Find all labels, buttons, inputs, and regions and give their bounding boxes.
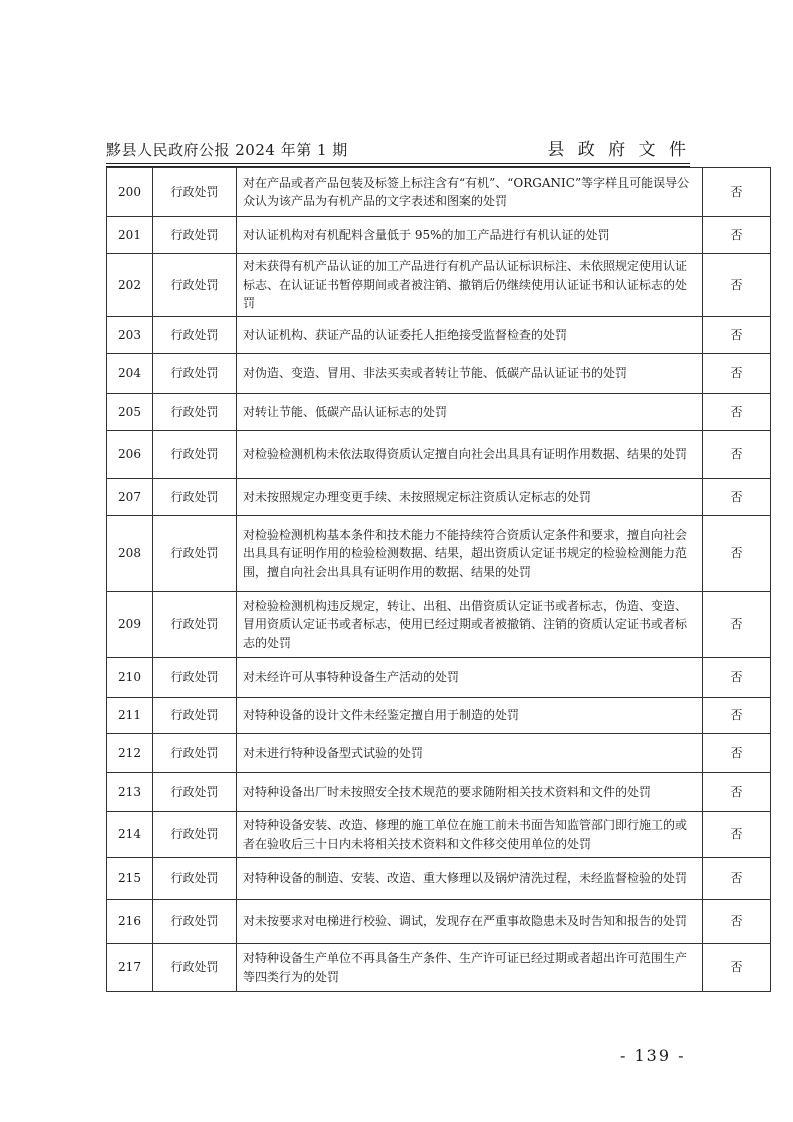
penalty-content: 对未按要求对电梯进行校验、调试，发现存在严重事故隐患未及时告知和报告的处罚: [237, 900, 703, 944]
penalty-type: 行政处罚: [153, 516, 237, 592]
row-number: 212: [107, 734, 153, 773]
penalty-type: 行政处罚: [153, 592, 237, 658]
row-flag: 否: [703, 858, 771, 900]
table-row: [107, 812, 771, 858]
penalty-content: 对认证机构对有机配料含量低于 95%的加工产品进行有机认证的处罚: [237, 217, 703, 254]
row-flag: 否: [703, 773, 771, 812]
row-number: 216: [107, 900, 153, 944]
table-row: [107, 317, 771, 354]
penalty-type: 行政处罚: [153, 658, 237, 698]
row-number: 215: [107, 858, 153, 900]
row-flag: 否: [703, 217, 771, 254]
row-number: 208: [107, 516, 153, 592]
table-row: [107, 431, 771, 479]
row-flag: 否: [703, 944, 771, 992]
row-number: 205: [107, 394, 153, 431]
table-row: [107, 734, 771, 773]
penalty-content: 对特种设备的制造、安装、改造、重大修理以及锅炉清洗过程，未经监督检验的处罚: [237, 858, 703, 900]
running-header: [106, 138, 690, 162]
row-number: 207: [107, 479, 153, 516]
table-row: [107, 354, 771, 394]
table-row: [107, 658, 771, 698]
row-number: 206: [107, 431, 153, 479]
penalty-type: 行政处罚: [153, 734, 237, 773]
row-flag: 否: [703, 431, 771, 479]
penalty-type: 行政处罚: [153, 431, 237, 479]
penalty-type: 行政处罚: [153, 254, 237, 317]
row-number: 200: [107, 168, 153, 217]
penalty-content: 对未按照规定办理变更手续、未按照规定标注资质认定标志的处罚: [237, 479, 703, 516]
table-row: [107, 858, 771, 900]
penalty-table: [106, 167, 771, 992]
row-flag: 否: [703, 592, 771, 658]
penalty-content: 对检验检测机构基本条件和技术能力不能持续符合资质认定条件和要求，擅自向社会出具具有证明作用的检验检测数据、结果，超出资质认定证书规定的检验检测能力范围，擅自向社会出具具有证明作用的数据、结果的处罚: [237, 516, 703, 592]
penalty-content: 对特种设备出厂时未按照安全技术规范的要求随附相关技术资料和文件的处罚: [237, 773, 703, 812]
penalty-content: 对特种设备生产单位不再具备生产条件、生产许可证已经过期或者超出许可范围生产等四类行为的处罚: [237, 944, 703, 992]
penalty-content: 对检验检测机构未依法取得资质认定擅自向社会出具具有证明作用数据、结果的处罚: [237, 431, 703, 479]
row-flag: 否: [703, 658, 771, 698]
penalty-type: 行政处罚: [153, 812, 237, 858]
penalty-type: 行政处罚: [153, 900, 237, 944]
row-number: 201: [107, 217, 153, 254]
row-flag: 否: [703, 394, 771, 431]
table-row: [107, 479, 771, 516]
row-number: 217: [107, 944, 153, 992]
row-flag: 否: [703, 698, 771, 734]
penalty-type: 行政处罚: [153, 354, 237, 394]
penalty-content: 对检验检测机构违反规定，转让、出租、出借资质认定证书或者标志，伪造、变造、冒用资质认定证书或者标志，使用已经过期或者被撤销、注销的资质认定证书或者标志的处罚: [237, 592, 703, 658]
table-row: [107, 516, 771, 592]
penalty-type: 行政处罚: [153, 394, 237, 431]
row-flag: 否: [703, 812, 771, 858]
row-number: 210: [107, 658, 153, 698]
row-number: 214: [107, 812, 153, 858]
section-title: 县 政 府 文 件: [547, 140, 690, 160]
penalty-type: 行政处罚: [153, 217, 237, 254]
penalty-type: 行政处罚: [153, 168, 237, 217]
penalty-content: 对转让节能、低碳产品认证标志的处罚: [237, 394, 703, 431]
table-row: [107, 254, 771, 317]
penalty-table-body: [107, 168, 771, 992]
table-row: [107, 900, 771, 944]
row-number: 209: [107, 592, 153, 658]
row-number: 204: [107, 354, 153, 394]
penalty-content: 对未进行特种设备型式试验的处罚: [237, 734, 703, 773]
penalty-content: 对认证机构、获证产品的认证委托人拒绝接受监督检查的处罚: [237, 317, 703, 354]
penalty-content: 对未获得有机产品认证的加工产品进行有机产品认证标识标注、未依照规定使用认证标志、在认证证书暂停期间或者被注销、撤销后仍继续使用认证证书和认证标志的处罚: [237, 254, 703, 317]
row-flag: 否: [703, 254, 771, 317]
row-flag: 否: [703, 516, 771, 592]
row-flag: 否: [703, 900, 771, 944]
penalty-type: 行政处罚: [153, 773, 237, 812]
row-flag: 否: [703, 734, 771, 773]
penalty-type: 行政处罚: [153, 317, 237, 354]
row-flag: 否: [703, 354, 771, 394]
penalty-type: 行政处罚: [153, 858, 237, 900]
table-row: [107, 592, 771, 658]
table-row: [107, 773, 771, 812]
table-row: [107, 217, 771, 254]
row-number: 202: [107, 254, 153, 317]
penalty-content: 对伪造、变造、冒用、非法买卖或者转让节能、低碳产品认证证书的处罚: [237, 354, 703, 394]
table-row: [107, 944, 771, 992]
penalty-content: 对在产品或者产品包装及标签上标注含有“有机”、“ORGANIC”等字样且可能误导公众认为该产品为有机产品的文字表述和图案的处罚: [237, 168, 703, 217]
penalty-content: 对未经许可从事特种设备生产活动的处罚: [237, 658, 703, 698]
row-number: 203: [107, 317, 153, 354]
penalty-type: 行政处罚: [153, 479, 237, 516]
row-flag: 否: [703, 168, 771, 217]
page-number: - 139 -: [620, 1046, 686, 1065]
row-flag: 否: [703, 479, 771, 516]
row-flag: 否: [703, 317, 771, 354]
publication-title: 黟县人民政府公报 2024 年第 1 期: [106, 141, 348, 159]
row-number: 213: [107, 773, 153, 812]
penalty-content: 对特种设备安装、改造、修理的施工单位在施工前未书面告知监管部门即行施工的或者在验收后三十日内未将相关技术资料和文件移交使用单位的处罚: [237, 812, 703, 858]
penalty-type: 行政处罚: [153, 944, 237, 992]
row-number: 211: [107, 698, 153, 734]
table-row: [107, 698, 771, 734]
table-row: [107, 168, 771, 217]
table-row: [107, 394, 771, 431]
penalty-content: 对特种设备的设计文件未经鉴定擅自用于制造的处罚: [237, 698, 703, 734]
penalty-type: 行政处罚: [153, 698, 237, 734]
